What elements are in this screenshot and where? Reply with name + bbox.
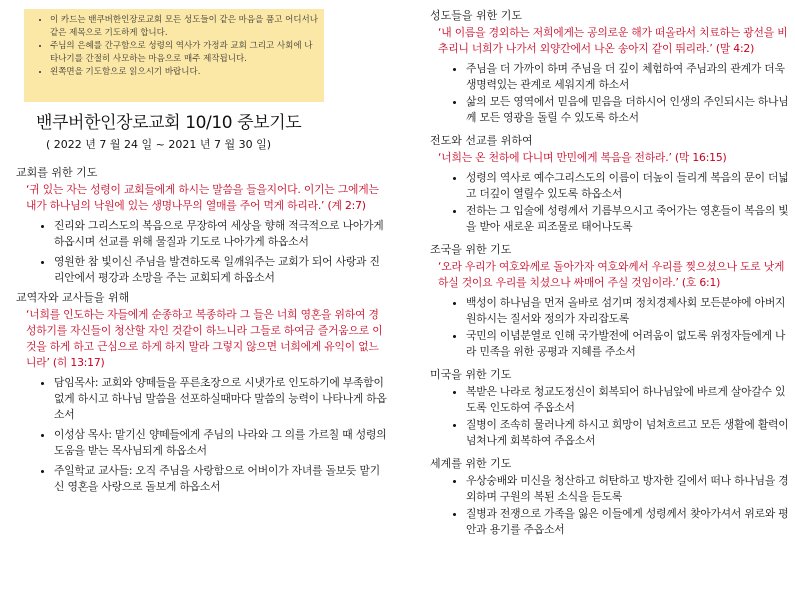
prayer-item: • 삶의 모든 영역에서 믿음에 믿음을 더하시어 인생의 주인되시는 하나님께 모든 영광을 돌릴 수 있도록 하소서: [466, 94, 790, 126]
left-column: [16, 165, 388, 499]
section-heading: 전도와 선교를 위하여: [430, 134, 533, 147]
section-usa: [430, 367, 790, 449]
notice-box: [24, 9, 324, 102]
section-ministers: [16, 290, 388, 495]
notice-item: • 왼쪽면을 기도함으로 읽으시기 바랍니다.: [50, 66, 318, 79]
prayer-item: • 질병과 전쟁으로 가족을 잃은 이들에게 성령께서 찾아가셔서 위로와 평안과 용기를 주옵소서: [466, 506, 790, 538]
prayer-item: • 복받은 나라로 청교도정신이 회복되어 하나님앞에 바르게 살아갈수 있도록 인도하여 주옵소서: [466, 384, 790, 416]
prayer-item: • 영원한 참 빛이신 주님을 발견하도록 일깨워주는 교회가 되어 사랑과 진리안에서 평강과 소망을 주는 교회되게 하옵소서: [54, 254, 388, 286]
prayer-item: • 진리와 그리스도의 복음으로 무장하여 세상을 향해 적극적으로 나아가게 하옵시며 선교를 위해 물질과 기도로 나아가게 하옵소서: [54, 218, 388, 250]
section-church: [16, 165, 388, 286]
prayer-item: • 질병이 조속히 물러나게 하시고 희망이 넘쳐흐르고 모든 생활에 활력이 넘쳐나게 회복하여 주옵소서: [466, 417, 790, 449]
notice-item: • 주님의 은혜를 간구함으로 성령의 역사가 가정과 교회 그리고 사회에 나타나기를 간절히 사모하는 마음으로 매주 제작됩니다.: [50, 40, 318, 66]
prayer-item: • 성령의 역사로 예수그리스도의 이름이 더높이 들리게 복음의 문이 더넓고 더깊이 열릴수 있도록 하옵소서: [466, 170, 790, 202]
notice-item: • 이 카드는 밴쿠버한인장로교회 모든 성도들이 같은 마음을 품고 어디서나 같은 제목으로 기도하게 합니다.: [50, 14, 318, 40]
prayer-item: • 담임목사: 교회와 양떼들을 푸른초장으로 시냇가로 인도하기에 부족함이 없게 하시고 하나님 말씀을 선포하실때마다 말씀의 능력이 나타나게 하옵소서: [54, 375, 388, 423]
prayer-item: • 주님을 더 가까이 하며 주님을 더 깊이 체험하여 주님과의 관계가 더욱 생명력있는 관계로 세워지게 하소서: [466, 61, 790, 93]
scripture-verse: ‘내 이름을 경외하는 저희에게는 공의로운 해가 떠올라서 치료하는 광선을 비추리니 너희가 나가서 외양간에서 나온 송아지 같이 뛰리라.’ (말 4:2): [438, 26, 788, 55]
section-heading: 성도들을 위한 기도: [430, 9, 523, 22]
date-range: ( 2022 년 7 월 24 일 ~ 2021 년 7 월 30 일): [46, 138, 271, 151]
section-world: [430, 456, 790, 538]
section-heading: 미국을 위한 기도: [430, 368, 512, 381]
prayer-item: • 국민의 이념분열로 인해 국가발전에 어려움이 없도록 위정자들에게 나라 민족을 위한 공평과 지혜를 주소서: [466, 328, 790, 360]
section-heading: 세계를 위한 기도: [430, 457, 512, 470]
prayer-item: • 주일학교 교사들: 오직 주님을 사랑함으로 어버이가 자녀를 돌보듯 맡기신 영혼을 사랑으로 돌보게 하옵소서: [54, 463, 388, 495]
section-heading: 교역자와 교사들을 위해: [16, 291, 130, 304]
prayer-item: • 이성삼 목사: 맡기신 양떼들에게 주님의 나라와 그 의를 가르칠 때 성령의 도움을 받는 목사님되게 하옵소서: [54, 427, 388, 459]
section-heading: 조국을 위한 기도: [430, 243, 512, 256]
page-title: 밴쿠버한인장로교회 10/10 중보기도: [36, 113, 302, 133]
prayer-item: • 전하는 그 입술에 성령께서 기름부으시고 죽어가는 영혼들이 복음의 빛을 받아 새로운 피조물로 태어나도록: [466, 203, 790, 235]
section-saints: [430, 8, 790, 126]
scripture-verse: ‘너희는 온 천하에 다니며 만민에게 복음을 전하라.’ (막 16:15): [438, 151, 727, 164]
section-heading: 교회를 위한 기도: [16, 166, 98, 179]
scripture-verse: ‘오라 우리가 여호와께로 돌아가자 여호와께서 우리를 찢으셨으나 도로 낫게 하실 것이요 우리를 치셨으나 싸매어 주실 것임이라.’ (호 6:1): [438, 260, 785, 289]
section-mission: [430, 133, 790, 235]
scripture-verse: ‘너희를 인도하는 자들에게 순종하고 복종하라 그 들은 너희 영혼을 위하여 경성하기를 자신들이 청산할 자인 것같이 하느니라 그들로 하여금 즐거움으로 이것을 하게 하고 근심으로 하게 하지 말라 그렇지 않으면 너희에게 유익이 없느니라’ (히 13:17): [26, 308, 383, 369]
section-homeland: [430, 242, 790, 360]
prayer-item: • 우상숭배와 미신을 청산하고 허탄하고 방자한 길에서 떠나 하나님을 경외하며 구원의 복된 소식을 듣도록: [466, 473, 790, 505]
scripture-verse: ‘귀 있는 자는 성령이 교회들에게 하시는 말씀을 들을지어다. 이기는 그에게는 내가 하나님의 낙원에 있는 생명나무의 열매를 주어 먹게 하리라.’ (계 2:7): [26, 183, 379, 212]
prayer-item: • 백성이 하나님을 먼저 올바로 섬기며 정치경제사회 모든분야에 아버지 원하시는 질서와 정의가 자리잡도록: [466, 295, 790, 327]
